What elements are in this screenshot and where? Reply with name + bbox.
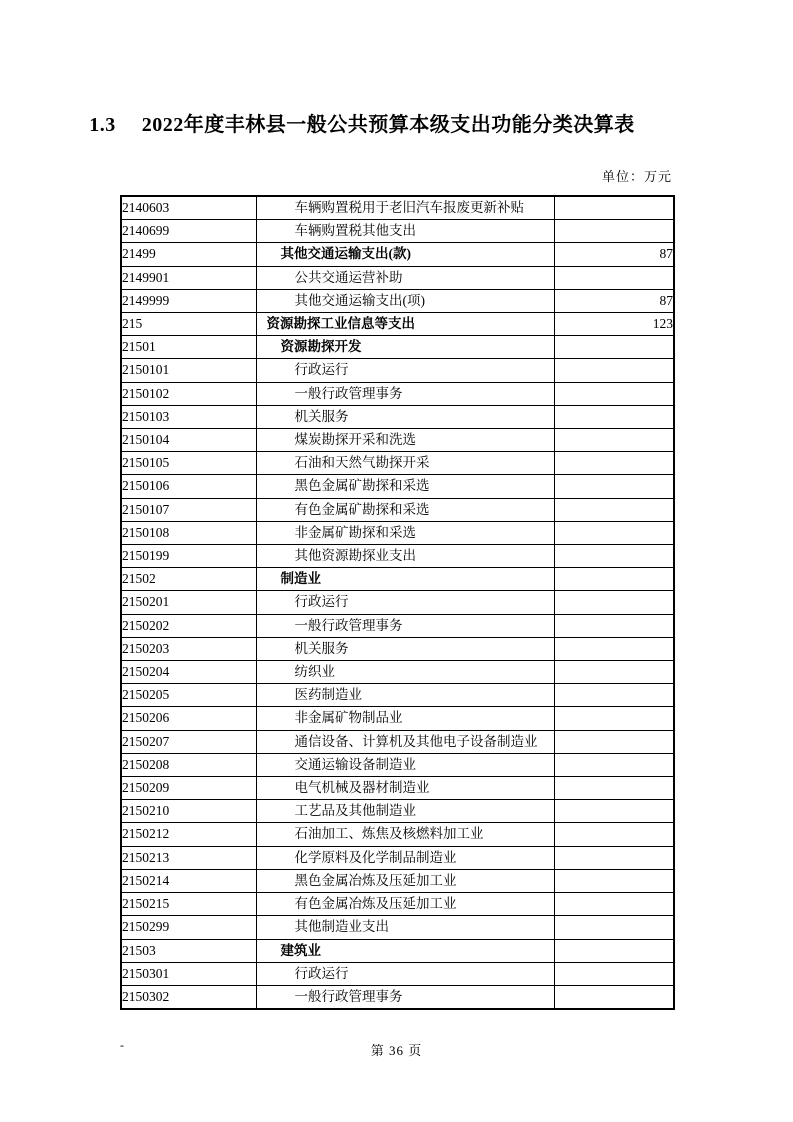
table-row	[121, 800, 674, 823]
code-cell: 2150107	[121, 498, 256, 521]
code-cell: 2150301	[121, 962, 256, 985]
value-cell	[554, 521, 674, 544]
table-row	[121, 939, 674, 962]
code-cell: 2150202	[121, 614, 256, 637]
code-cell: 2149999	[121, 289, 256, 312]
code-cell: 2150105	[121, 452, 256, 475]
value-cell	[554, 568, 674, 591]
value-cell	[554, 661, 674, 684]
name-cell: 化学原料及化学制品制造业	[256, 846, 554, 869]
name-cell: 纺织业	[256, 661, 554, 684]
value-cell	[554, 846, 674, 869]
code-cell: 2150213	[121, 846, 256, 869]
name-cell: 行政运行	[256, 962, 554, 985]
value-cell	[554, 823, 674, 846]
code-cell: 2150302	[121, 985, 256, 1009]
value-cell: 87	[554, 289, 674, 312]
name-cell: 通信设备、计算机及其他电子设备制造业	[256, 730, 554, 753]
code-cell: 21502	[121, 568, 256, 591]
table-row	[121, 753, 674, 776]
name-cell: 行政运行	[256, 591, 554, 614]
name-cell: 其他交通运输支出(项)	[256, 289, 554, 312]
value-cell	[554, 777, 674, 800]
name-cell: 医药制造业	[256, 684, 554, 707]
code-cell: 2149901	[121, 266, 256, 289]
code-cell: 2150206	[121, 707, 256, 730]
table-row	[121, 266, 674, 289]
value-cell	[554, 753, 674, 776]
value-cell	[554, 893, 674, 916]
code-cell: 2150299	[121, 916, 256, 939]
table-row	[121, 243, 674, 266]
table-row	[121, 498, 674, 521]
value-cell	[554, 452, 674, 475]
name-cell: 非金属矿物制品业	[256, 707, 554, 730]
code-cell: 21503	[121, 939, 256, 962]
name-cell: 一般行政管理事务	[256, 614, 554, 637]
name-cell: 建筑业	[256, 939, 554, 962]
value-cell	[554, 869, 674, 892]
code-cell: 2140699	[121, 220, 256, 243]
table-row	[121, 614, 674, 637]
table-row	[121, 220, 674, 243]
code-cell: 2150214	[121, 869, 256, 892]
table-row	[121, 684, 674, 707]
code-cell: 2150212	[121, 823, 256, 846]
code-cell: 2150210	[121, 800, 256, 823]
value-cell	[554, 614, 674, 637]
table-row	[121, 962, 674, 985]
name-cell: 石油加工、炼焦及核燃料加工业	[256, 823, 554, 846]
table-row	[121, 429, 674, 452]
value-cell	[554, 429, 674, 452]
code-cell: 2150209	[121, 777, 256, 800]
name-cell: 制造业	[256, 568, 554, 591]
value-cell	[554, 591, 674, 614]
code-cell: 2150208	[121, 753, 256, 776]
page-number: 第 36 页	[370, 1043, 423, 1058]
name-cell: 车辆购置税用于老旧汽车报废更新补贴	[256, 196, 554, 220]
table-row	[121, 521, 674, 544]
value-cell	[554, 939, 674, 962]
code-cell: 2150108	[121, 521, 256, 544]
budget-table	[120, 195, 675, 1010]
code-cell: 2140603	[121, 196, 256, 220]
table-row	[121, 846, 674, 869]
value-cell	[554, 545, 674, 568]
value-cell	[554, 498, 674, 521]
name-cell: 行政运行	[256, 359, 554, 382]
table-row	[121, 545, 674, 568]
table-row	[121, 405, 674, 428]
table-row	[121, 452, 674, 475]
table-row	[121, 893, 674, 916]
name-cell: 资源勘探工业信息等支出	[256, 313, 554, 336]
name-cell: 非金属矿勘探和采选	[256, 521, 554, 544]
value-cell	[554, 637, 674, 660]
table-row	[121, 568, 674, 591]
table-row	[121, 475, 674, 498]
name-cell: 其他制造业支出	[256, 916, 554, 939]
page-footer	[0, 1040, 793, 1058]
code-cell: 2150101	[121, 359, 256, 382]
table-row	[121, 382, 674, 405]
code-cell: 2150103	[121, 405, 256, 428]
table-row	[121, 985, 674, 1009]
name-cell: 公共交通运营补助	[256, 266, 554, 289]
name-cell: 黑色金属冶炼及压延加工业	[256, 869, 554, 892]
table-row	[121, 289, 674, 312]
page-title	[0, 108, 724, 137]
name-cell: 资源勘探开发	[256, 336, 554, 359]
name-cell: 其他资源勘探业支出	[256, 545, 554, 568]
value-cell	[554, 196, 674, 220]
table-row	[121, 591, 674, 614]
value-cell: 87	[554, 243, 674, 266]
table-row	[121, 916, 674, 939]
table-row	[121, 707, 674, 730]
name-cell: 煤炭勘探开采和洗选	[256, 429, 554, 452]
name-cell: 有色金属冶炼及压延加工业	[256, 893, 554, 916]
table-row	[121, 730, 674, 753]
table-row	[121, 823, 674, 846]
page-title-text: 2022年度丰林县一般公共预算本级支出功能分类决算表	[141, 114, 635, 136]
code-cell: 2150215	[121, 893, 256, 916]
name-cell: 有色金属矿勘探和采选	[256, 498, 554, 521]
table-row	[121, 359, 674, 382]
footer-dash: -	[120, 1038, 124, 1052]
table-row	[121, 661, 674, 684]
value-cell	[554, 336, 674, 359]
value-cell	[554, 266, 674, 289]
code-cell: 2150199	[121, 545, 256, 568]
value-cell	[554, 730, 674, 753]
table-row	[121, 313, 674, 336]
name-cell: 工艺品及其他制造业	[256, 800, 554, 823]
code-cell: 21501	[121, 336, 256, 359]
code-cell: 2150201	[121, 591, 256, 614]
code-cell: 2150104	[121, 429, 256, 452]
code-cell: 21499	[121, 243, 256, 266]
name-cell: 其他交通运输支出(款)	[256, 243, 554, 266]
code-cell: 2150204	[121, 661, 256, 684]
name-cell: 车辆购置税其他支出	[256, 220, 554, 243]
value-cell	[554, 220, 674, 243]
value-cell	[554, 800, 674, 823]
name-cell: 交通运输设备制造业	[256, 753, 554, 776]
name-cell: 黑色金属矿勘探和采选	[256, 475, 554, 498]
table-row	[121, 336, 674, 359]
code-cell: 2150106	[121, 475, 256, 498]
value-cell	[554, 916, 674, 939]
code-cell: 2150203	[121, 637, 256, 660]
value-cell	[554, 962, 674, 985]
value-cell	[554, 382, 674, 405]
name-cell: 电气机械及器材制造业	[256, 777, 554, 800]
table-row	[121, 777, 674, 800]
value-cell	[554, 684, 674, 707]
code-cell: 2150207	[121, 730, 256, 753]
name-cell: 机关服务	[256, 405, 554, 428]
name-cell: 一般行政管理事务	[256, 985, 554, 1009]
value-cell	[554, 359, 674, 382]
code-cell: 215	[121, 313, 256, 336]
budget-table-body	[121, 196, 674, 1009]
name-cell: 石油和天然气勘探开采	[256, 452, 554, 475]
name-cell: 机关服务	[256, 637, 554, 660]
unit-label: 单位：万元	[601, 169, 672, 184]
table-row	[121, 869, 674, 892]
table-row	[121, 196, 674, 220]
code-cell: 2150102	[121, 382, 256, 405]
value-cell	[554, 405, 674, 428]
name-cell: 一般行政管理事务	[256, 382, 554, 405]
value-cell	[554, 985, 674, 1009]
table-row	[121, 637, 674, 660]
page-title-number: 1.3	[89, 114, 116, 136]
value-cell	[554, 707, 674, 730]
value-cell: 123	[554, 313, 674, 336]
value-cell	[554, 475, 674, 498]
code-cell: 2150205	[121, 684, 256, 707]
